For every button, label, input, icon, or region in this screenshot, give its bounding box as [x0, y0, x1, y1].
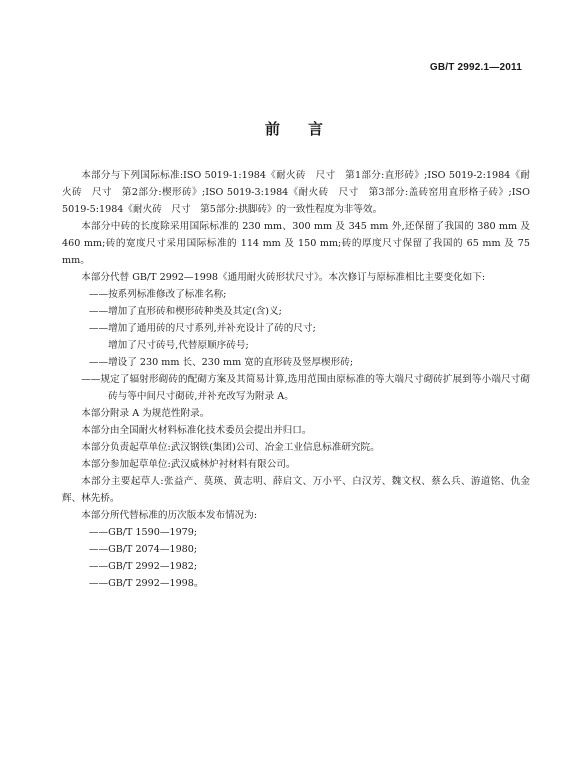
foreword-body	[62, 167, 530, 592]
history-item: ——GB/T 2992—1982;	[88, 561, 198, 572]
paragraph-international-standards: 本部分与下列国际标准:ISO 5019-1:1984《耐火砖 尺寸 第1部分:直形砖》;ISO 5019-2:1984《耐火砖 尺寸 第2部分:楔形砖》;ISO 5019-3:1984《耐火砖 尺寸 第3部分:盖砖窑用直形格子砖》;ISO 5019-5:1984《耐火砖 尺寸 第5部分:拱脚砖》的一致性程度为非等效。	[62, 170, 530, 215]
paragraph-brick-dimensions: 本部分中砖的长度除采用国际标准的 230 mm、300 mm 及 345 mm 外,还保留了我国的 380 mm 及 460 mm;砖的宽度尺寸采用国际标准的 114 mm 及 150 mm;砖的厚度尺寸保留了我国的 65 mm 及 75 mm。	[62, 221, 530, 266]
history-item: ——GB/T 1590—1979;	[88, 527, 198, 538]
change-item: ——增加了通用砖的尺寸系列,并补充设计了砖的尺寸;	[88, 323, 316, 334]
change-item: ——增加了直形砖和楔形砖种类及其定(含)义;	[88, 306, 282, 317]
change-item: ——按系列标准修改了标准名称;	[88, 289, 227, 300]
paragraph-drafting-unit: 本部分负责起草单位:武汉钢铁(集团)公司、冶金工业信息标准研究院。	[81, 442, 380, 453]
paragraph-replaces: 本部分代替 GB/T 2992—1998《通用耐火砖形状尺寸》。本次修订与原标准相比主要变化如下:	[81, 272, 486, 283]
history-item: ——GB/T 2992—1998。	[88, 578, 204, 589]
paragraph-drafters: 本部分主要起草人:张益产、莫瑛、黄志明、薛启文、万小平、白汉芳、魏文权、蔡么兵、游道铭、仇金辉、林先桥。	[62, 476, 530, 504]
paragraph-participating-unit: 本部分参加起草单位:武汉威林炉衬材料有限公司。	[81, 459, 296, 470]
paragraph-committee: 本部分由全国耐火材料标准化技术委员会提出并归口。	[81, 425, 312, 436]
paragraph-annex: 本部分附录 A 为规范性附录。	[81, 408, 210, 419]
history-item: ——GB/T 2074—1980;	[88, 544, 198, 555]
standard-number: GB/T 2992.1—2011	[429, 62, 522, 73]
change-item: ——规定了辐射形砌砖的配砌方案及其简易计算,选用范围由原标准的等大端尺寸砌砖扩展到等小端尺寸砌砖与等中间尺寸砌砖,并补充改写为附录 A。	[81, 374, 530, 402]
page-title: 前言	[264, 120, 351, 138]
change-item: ——增设了 230 mm 长、230 mm 宽的直形砖及竖厚楔形砖;	[88, 357, 354, 368]
change-item-continuation: 增加了尺寸砖号,代替原顺序砖号;	[108, 340, 249, 351]
paragraph-history: 本部分所代替标准的历次版本发布情况为:	[81, 510, 258, 521]
